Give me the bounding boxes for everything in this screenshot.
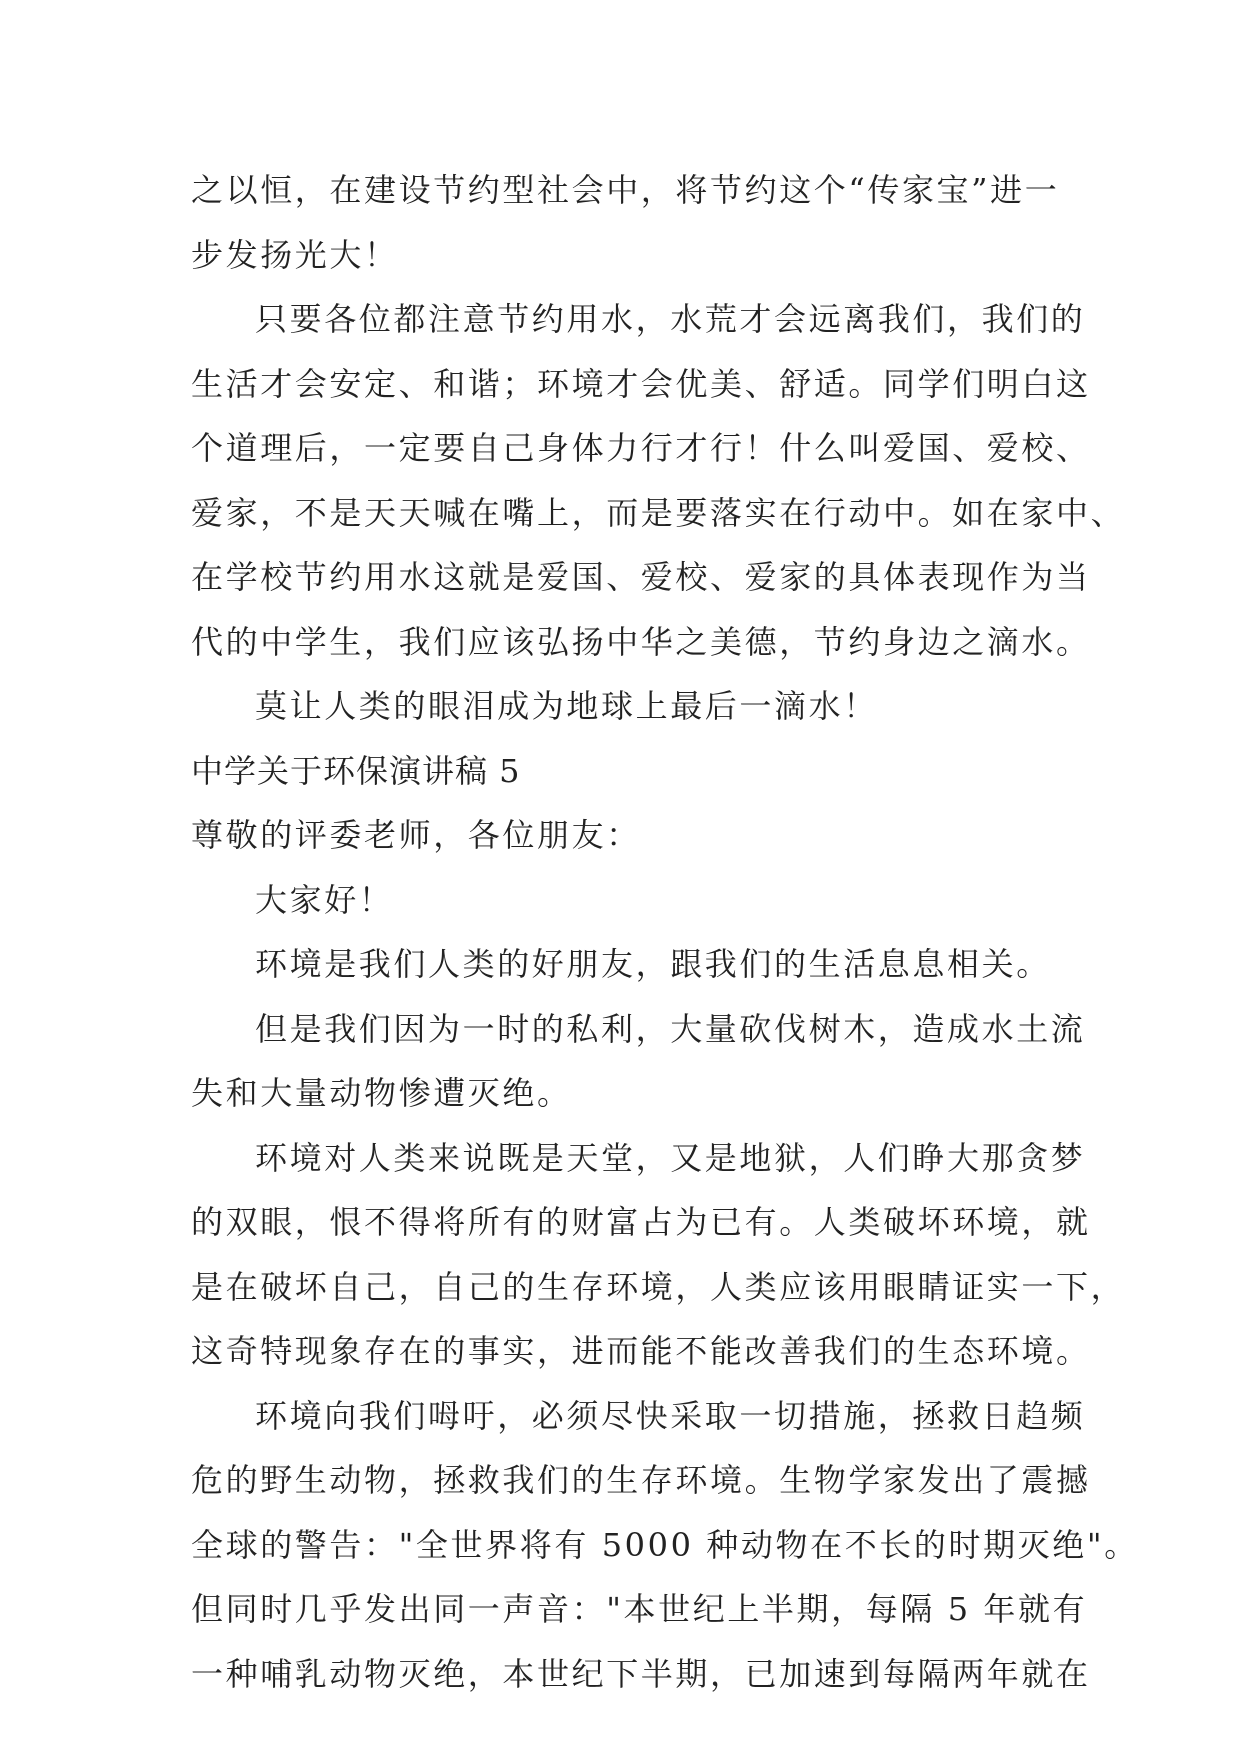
paragraph-start-line: 环境是我们人类的好朋友，跟我们的生活息息相关。 xyxy=(255,945,1051,983)
section-heading: 中学关于环保演讲稿 5 xyxy=(191,751,521,790)
text-line: 这奇特现象存在的事实，进而能不能改善我们的生态环境。 xyxy=(191,1332,1091,1370)
text-line: 之以恒，在建设节约型社会中，将节约这个“传家宝”进一 xyxy=(191,171,1060,209)
text-line: 在学校节约用水这就是爱国、爱校、爱家的具体表现作为当 xyxy=(191,558,1091,596)
text-line: 一种哺乳动物灭绝，本世纪下半期，已加速到每隔两年就在 xyxy=(191,1654,1091,1693)
text-line: 个道理后，一定要自己身体力行才行！什么叫爱国、爱校、 xyxy=(191,429,1091,467)
text-line: 生活才会安定、和谐；环境才会优美、舒适。同学们明白这 xyxy=(191,364,1091,403)
paragraph-start-line: 只要各位都注意节约用水，水荒才会远离我们，我们的 xyxy=(255,300,1086,338)
salutation-line: 尊敬的评委老师，各位朋友： xyxy=(191,816,641,854)
paragraph-start-line: 环境向我们呣吁，必须尽快采取一切措施，拯救日趋频 xyxy=(255,1396,1086,1435)
text-line: 全球的警告："全世界将有 5000 种动物在不长的时期灭绝"。 xyxy=(191,1525,1139,1564)
document-body xyxy=(191,158,1139,1706)
text-line: 但同时几乎发出同一声音："本世纪上半期，每隔 5 年就有 xyxy=(191,1590,1088,1628)
text-line: 失和大量动物惨遭灭绝。 xyxy=(191,1074,572,1112)
text-line: 代的中学生，我们应该弘扬中华之美德，节约身边之滴水。 xyxy=(191,622,1091,661)
paragraph-start-line: 莫让人类的眼泪成为地球上最后一滴水！ xyxy=(255,687,878,725)
paragraph-start-line: 环境对人类来说既是天堂，又是地狱，人们睁大那贪梦 xyxy=(255,1138,1086,1177)
text-line: 危的野生动物，拯救我们的生存环境。生物学家发出了震撼 xyxy=(191,1461,1091,1499)
text-line: 步发扬光大！ xyxy=(191,235,399,274)
greeting-line: 大家好！ xyxy=(255,880,394,919)
text-line: 的双眼，恨不得将所有的财富占为已有。人类破坏环境，就 xyxy=(191,1203,1091,1241)
paragraph-start-line: 但是我们因为一时的私利，大量砍伐树木，造成水土流 xyxy=(255,1009,1086,1048)
text-line: 是在破坏自己，自己的生存环境，人类应该用眼睛证实一下， xyxy=(191,1267,1126,1306)
text-line: 爱家，不是天天喊在嘴上，而是要落实在行动中。如在家中、 xyxy=(191,493,1126,532)
